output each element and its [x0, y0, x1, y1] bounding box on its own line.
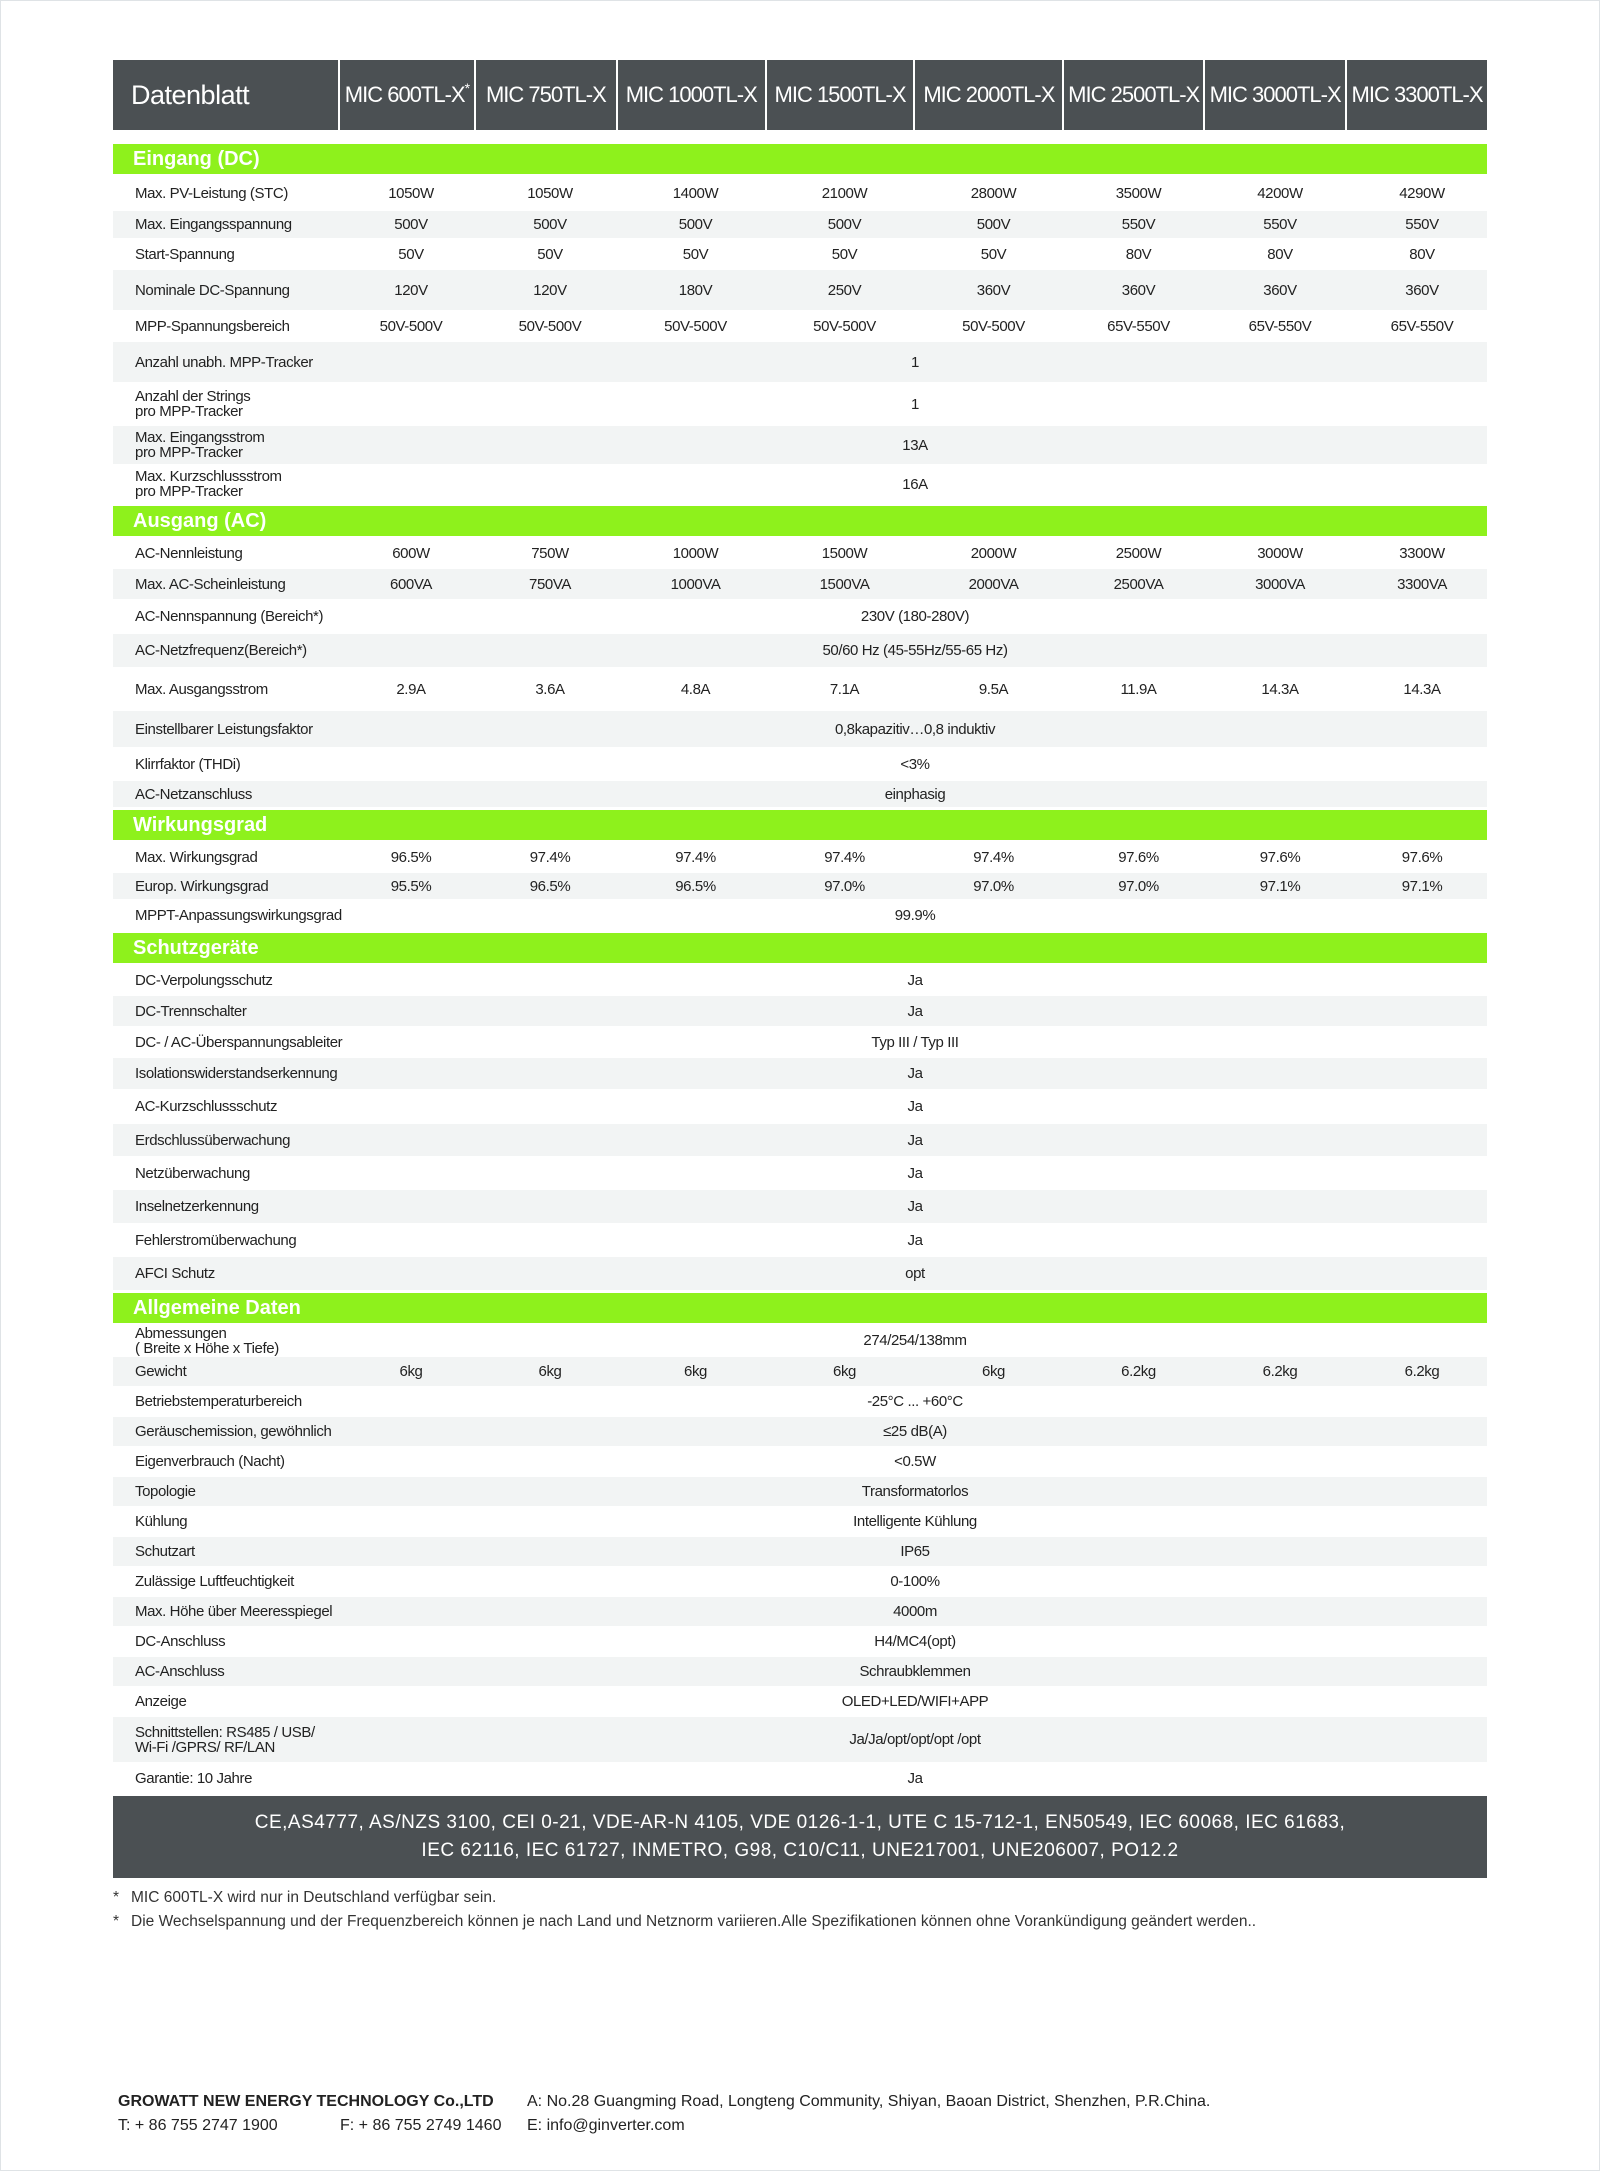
spec-value-merged: 0-100% [890, 1573, 940, 1590]
spec-value: 97.0% [973, 877, 1014, 895]
model-header: MIC 600TL-X * [340, 60, 476, 130]
certifications-bar [113, 1796, 1487, 1878]
spec-label: Eigenverbrauch (Nacht) [135, 1453, 285, 1470]
spec-value-merged: Ja [907, 971, 923, 989]
spec-label: Anzeige [135, 1693, 187, 1710]
spec-label: Max. AC-Scheinleistung [135, 575, 286, 593]
spec-value-merged: 13A [902, 436, 928, 454]
spec-value: 500V [394, 216, 428, 233]
spec-row [113, 1090, 1487, 1124]
spec-value: 1050W [388, 184, 434, 202]
spec-value: 2000VA [968, 575, 1019, 593]
spec-row [113, 569, 1487, 600]
spec-value: 3500W [1115, 184, 1162, 202]
spec-value: 250V [827, 281, 862, 299]
spec-value: 4.8A [680, 680, 711, 698]
spec-value: 50V [537, 245, 563, 263]
spec-value: 120V [394, 281, 428, 299]
spec-value: 1000VA [670, 575, 721, 593]
model-header: MIC 2000TL-X [915, 60, 1064, 130]
spec-value: 97.0% [1118, 877, 1159, 895]
spec-label: AC-Nennspannung (Bereich*) [135, 608, 324, 625]
datasheet [113, 60, 1487, 1934]
spec-value: 80V [1409, 245, 1435, 263]
spec-value: 550V [1263, 216, 1297, 233]
certifications-line-1: CE,AS4777, AS/NZS 3100, CEI 0-21, VDE-AR-N 4105, VDE 0126-1-1, UTE C 15-712-1, EN50549, IEC 60068, IEC 61683, [254, 1812, 1346, 1833]
spec-value: 65V-550V [1107, 317, 1170, 335]
company-name: GROWATT NEW ENERGY TECHNOLOGY Co.,LTD [118, 2093, 494, 2110]
spec-value: 97.6% [1259, 848, 1301, 866]
spec-row [113, 465, 1487, 504]
spec-label: Topologie [135, 1483, 196, 1500]
spec-row [113, 176, 1487, 211]
spec-label: Einstellbarer Leistungsfaktor [135, 720, 313, 738]
spec-value: 750W [531, 544, 569, 562]
asterisk-icon: * [113, 1889, 120, 1906]
spec-label: AC-Netzfrequenz(Bereich*) [135, 642, 307, 659]
spec-row [113, 900, 1487, 931]
spec-label: Start-Spannung [135, 245, 235, 263]
spec-value: 3000W [1257, 544, 1303, 562]
spec-row [113, 1157, 1487, 1190]
section-header: Ausgang (AC) [113, 506, 1487, 536]
spec-value: 6.2kg [1404, 1363, 1440, 1380]
spec-value-merged: Ja [907, 1769, 923, 1787]
footnote-1: * MIC 600TL-X wird nur in Deutschland verfügbar sein. [113, 1886, 1487, 1910]
spec-label: Gewicht [135, 1363, 187, 1380]
spec-row [113, 426, 1487, 465]
spec-value: 97.1% [1259, 877, 1301, 895]
spec-value: 180V [678, 281, 713, 299]
spec-value: 2500VA [1113, 575, 1164, 593]
spec-row [113, 342, 1487, 383]
spec-value: 3300VA [1397, 575, 1447, 593]
spec-label: Schutzart [135, 1543, 195, 1560]
spec-label: Inselnetzerkennung [135, 1198, 259, 1215]
spec-row [113, 1190, 1487, 1224]
spec-value: 2100W [821, 184, 868, 202]
spec-value: 2000W [970, 544, 1017, 562]
spec-value-merged: 274/254/138mm [863, 1332, 967, 1349]
spec-row [113, 965, 1487, 996]
spec-value: 1050W [527, 184, 573, 202]
model-header: MIC 1500TL-X [767, 60, 916, 130]
spec-value-merged: ≤25 dB(A) [883, 1423, 947, 1440]
section-header: Eingang (DC) [113, 144, 1487, 174]
certifications-line-2: IEC 62116, IEC 61727, INMETRO, G98, C10/C11, UNE217001, UNE206007, PO12.2 [421, 1840, 1179, 1861]
spec-label: Geräuschemission, gewöhnlich [135, 1423, 332, 1440]
spec-value-merged: 1 [911, 395, 919, 413]
spec-value-merged: Transformatorlos [861, 1483, 969, 1500]
spec-row [113, 1537, 1487, 1567]
spec-label: AFCI Schutz [135, 1265, 215, 1282]
spec-value: 50V-500V [664, 317, 727, 335]
spec-label: Max. Ausgangsstrom [135, 680, 268, 698]
spec-value-merged: Ja [907, 1131, 923, 1149]
spec-value: 3.6A [535, 680, 565, 698]
spec-value: 96.5% [390, 848, 432, 866]
spec-label: MPPT-Anpassungswirkungsgrad [135, 906, 342, 924]
spec-value: 4290W [1399, 184, 1445, 202]
spec-value-merged: 4000m [893, 1603, 937, 1620]
spec-value: 50V-500V [962, 317, 1025, 335]
datasheet-header [113, 60, 1487, 130]
spec-value: 97.4% [824, 848, 865, 866]
spec-label: Erdschlussüberwachung [135, 1131, 291, 1149]
spec-label: Europ. Wirkungsgrad [135, 877, 269, 895]
spec-row [113, 1507, 1487, 1537]
spec-label: Anzahl der Strings pro MPP-Tracker [135, 388, 251, 420]
spec-label: Anzahl unabh. MPP-Tracker [135, 353, 313, 371]
spec-value: 96.5% [675, 877, 716, 895]
spec-value: 97.6% [1401, 848, 1443, 866]
spec-label: Betriebstemperaturbereich [135, 1393, 302, 1410]
spec-value: 3300W [1399, 544, 1445, 562]
spec-row [113, 1687, 1487, 1717]
spec-value-merged: 50/60 Hz (45-55Hz/55-65 Hz) [822, 642, 1008, 659]
spec-row [113, 1027, 1487, 1058]
spec-value: 550V [1405, 216, 1439, 233]
spec-label: MPP-Spannungsbereich [135, 317, 290, 335]
spec-value: 50V-500V [813, 317, 876, 335]
spec-value: 6kg [684, 1363, 707, 1380]
spec-value: 6kg [538, 1363, 562, 1380]
spec-value: 600W [392, 544, 430, 562]
spec-row [113, 1357, 1487, 1387]
spec-value: 50V [980, 245, 1007, 263]
spec-label: Isolationswiderstandserkennung [135, 1065, 338, 1082]
spec-value: 2500W [1115, 544, 1162, 562]
page-footer [118, 2090, 1210, 2138]
spec-label: DC- / AC-Überspannungsableiter [135, 1033, 343, 1051]
spec-value-merged: OLED+LED/WIFI+APP [841, 1693, 989, 1710]
footnote-2: * Die Wechselspannung und der Frequenzbereich können je nach Land und Netznorm variieren.Alle Spezifikationen können ohne Vorankündigung geändert werden.. [113, 1910, 1487, 1934]
spec-value: 6kg [833, 1363, 856, 1380]
spec-row [113, 211, 1487, 239]
spec-value: 50V-500V [518, 317, 582, 335]
spec-value: 96.5% [529, 877, 571, 895]
spec-value-merged: Ja [907, 1098, 923, 1115]
spec-value: 80V [1125, 245, 1152, 263]
spec-value-merged: Typ III / Typ III [871, 1033, 959, 1051]
spec-value-merged: 0,8kapazitiv…0,8 induktiv [834, 720, 996, 738]
spec-label: Abmessungen ( Breite x Höhe x Tiefe) [135, 1324, 279, 1357]
spec-row [113, 1763, 1487, 1794]
spec-label: AC-Anschluss [135, 1663, 225, 1680]
spec-row [113, 634, 1487, 668]
model-header: MIC 1000TL-X [618, 60, 767, 130]
spec-value-merged: Intelligente Kühlung [853, 1513, 977, 1530]
model-header: MIC 3300TL-X [1347, 60, 1487, 130]
spec-value-merged: 230V (180-280V) [860, 608, 970, 625]
spec-label: Kühlung [135, 1513, 188, 1530]
spec-value: 50V [831, 245, 858, 263]
spec-value: 7.1A [829, 680, 860, 698]
spec-value: 500V [976, 216, 1011, 233]
spec-label: Garantie: 10 Jahre [135, 1769, 253, 1787]
spec-label: Max. Eingangsspannung [135, 216, 292, 233]
spec-value: 95.5% [390, 877, 432, 895]
spec-row [113, 311, 1487, 342]
spec-value: 3000VA [1255, 575, 1305, 593]
spec-row [113, 1417, 1487, 1447]
spec-value: 97.4% [973, 848, 1014, 866]
spec-value: 6.2kg [1262, 1363, 1298, 1380]
spec-value: 500V [533, 216, 567, 233]
spec-value-merged: Ja [907, 1065, 923, 1082]
spec-row [113, 996, 1487, 1027]
spec-value: 500V [827, 216, 862, 233]
spec-row [113, 600, 1487, 634]
spec-label: Max. Kurzschlussstrom pro MPP-Tracker [135, 468, 282, 500]
spec-row [113, 1325, 1487, 1357]
spec-label: Max. Höhe über Meeresspiegel [135, 1603, 333, 1620]
spec-value-merged: H4/MC4(opt) [874, 1633, 956, 1650]
spec-value-merged: IP65 [900, 1543, 930, 1560]
spec-label: AC-Netzanschluss [135, 785, 252, 803]
spec-value: 50V [398, 245, 424, 263]
spec-value-merged: 1 [911, 353, 919, 371]
spec-value: 50V-500V [379, 317, 443, 335]
spec-row [113, 711, 1487, 748]
spec-value-merged: opt [905, 1265, 925, 1282]
spec-row [113, 1058, 1487, 1090]
spec-row [113, 748, 1487, 781]
company-email: E: info@ginverter.com [527, 2117, 685, 2134]
spec-row [113, 1477, 1487, 1507]
spec-row [113, 781, 1487, 808]
spec-value-merged: <3% [900, 755, 930, 773]
model-header: MIC 750TL-X [476, 60, 618, 130]
spec-value: 1500W [821, 544, 868, 562]
spec-row [113, 668, 1487, 711]
asterisk-icon: * [113, 1913, 120, 1930]
spec-row [113, 270, 1487, 311]
spec-value-merged: <0.5W [894, 1453, 936, 1470]
spec-row [113, 1567, 1487, 1597]
spec-row [113, 1224, 1487, 1257]
spec-value: 2.9A [396, 680, 426, 698]
company-address: A: No.28 Guangming Road, Longteng Community, Shiyan, Baoan District, Shenzhen, P.R.China. [527, 2093, 1211, 2110]
spec-row [113, 1657, 1487, 1687]
spec-value: 14.3A [1403, 680, 1441, 698]
spec-value: 500V [678, 216, 713, 233]
spec-row [113, 1257, 1487, 1291]
spec-value: 65V-550V [1248, 317, 1312, 335]
spec-value: 4200W [1257, 184, 1303, 202]
spec-value: 97.4% [675, 848, 716, 866]
spec-row [113, 1447, 1487, 1477]
spec-row [113, 1627, 1487, 1657]
spec-row [113, 383, 1487, 426]
section-header: Allgemeine Daten [113, 1293, 1487, 1323]
spec-label: Max. PV-Leistung (STC) [135, 184, 288, 202]
spec-value-merged: Ja [907, 1002, 923, 1020]
spec-value: 6kg [982, 1363, 1005, 1380]
spec-row [113, 873, 1487, 900]
spec-value-merged: einphasig [884, 785, 946, 803]
section-header: Wirkungsgrad [113, 810, 1487, 840]
spec-label: Netzüberwachung [135, 1164, 250, 1182]
spec-value: 50V [682, 245, 709, 263]
company-phone: T: + 86 755 2747 1900 [118, 2117, 278, 2134]
spec-value: 97.6% [1118, 848, 1159, 866]
spec-label: DC-Verpolungsschutz [135, 971, 273, 989]
spec-value-merged: -25°C ... +60°C [867, 1393, 963, 1410]
spec-label: Schnittstellen: RS485 / USB/ Wi-Fi /GPRS/ RF/LAN [135, 1723, 315, 1756]
spec-value: 600VA [390, 575, 432, 593]
spec-row [113, 239, 1487, 270]
spec-value: 1500VA [819, 575, 870, 593]
spec-value-merged: Ja [907, 1198, 923, 1215]
spec-label: Max. Wirkungsgrad [135, 848, 258, 866]
spec-row [113, 538, 1487, 569]
spec-row [113, 1717, 1487, 1763]
spec-label: Nominale DC-Spannung [135, 281, 290, 299]
spec-row [113, 842, 1487, 873]
spec-label: DC-Anschluss [135, 1633, 226, 1650]
spec-value: 65V-550V [1390, 317, 1454, 335]
spec-value-merged: Ja/Ja/opt/opt/opt /opt [849, 1731, 981, 1748]
spec-value-merged: Ja [907, 1231, 923, 1249]
spec-table [113, 144, 1487, 1794]
spec-value: 360V [1121, 281, 1156, 299]
spec-row [113, 1124, 1487, 1157]
spec-value: 750VA [529, 575, 571, 593]
spec-value: 11.9A [1120, 680, 1157, 698]
model-header: MIC 2500TL-X [1064, 60, 1205, 130]
spec-value: 1000W [672, 544, 719, 562]
spec-label: Zulässige Luftfeuchtigkeit [135, 1573, 294, 1590]
footnotes [113, 1886, 1487, 1934]
company-fax: F: + 86 755 2749 1460 [340, 2117, 502, 2134]
spec-value: 9.5A [978, 680, 1009, 698]
spec-value-merged: 99.9% [894, 906, 936, 924]
spec-value: 6.2kg [1121, 1363, 1156, 1380]
spec-value: 2800W [970, 184, 1017, 202]
spec-value: 550V [1121, 216, 1156, 233]
spec-label: DC-Trennschalter [135, 1002, 247, 1020]
spec-value: 360V [1263, 281, 1297, 299]
spec-value: 80V [1267, 245, 1293, 263]
spec-value: 1400W [672, 184, 719, 202]
spec-value: 97.0% [824, 877, 865, 895]
spec-value: 97.4% [529, 848, 571, 866]
spec-label: Klirrfaktor (THDi) [135, 755, 241, 773]
datasheet-title: Datenblatt [113, 60, 340, 130]
model-header: MIC 3000TL-X [1205, 60, 1347, 130]
spec-label: Max. Eingangsstrom pro MPP-Tracker [135, 429, 265, 461]
spec-value-merged: Ja [907, 1164, 923, 1182]
spec-label: Fehlerstromüberwachung [135, 1231, 297, 1249]
spec-value: 360V [976, 281, 1011, 299]
spec-value: 6kg [399, 1363, 423, 1380]
spec-value-merged: 16A [902, 475, 928, 493]
spec-value-merged: Schraubklemmen [859, 1663, 971, 1680]
spec-value: 97.1% [1401, 877, 1443, 895]
section-header: Schutzgeräte [113, 933, 1487, 963]
spec-value: 14.3A [1261, 680, 1299, 698]
spec-label: AC-Kurzschlussschutz [135, 1098, 278, 1115]
spec-value: 120V [533, 281, 567, 299]
spec-row [113, 1387, 1487, 1417]
spec-label: AC-Nennleistung [135, 544, 243, 562]
spec-row [113, 1597, 1487, 1627]
footnote-mark: * [464, 80, 470, 96]
spec-value: 360V [1405, 281, 1439, 299]
